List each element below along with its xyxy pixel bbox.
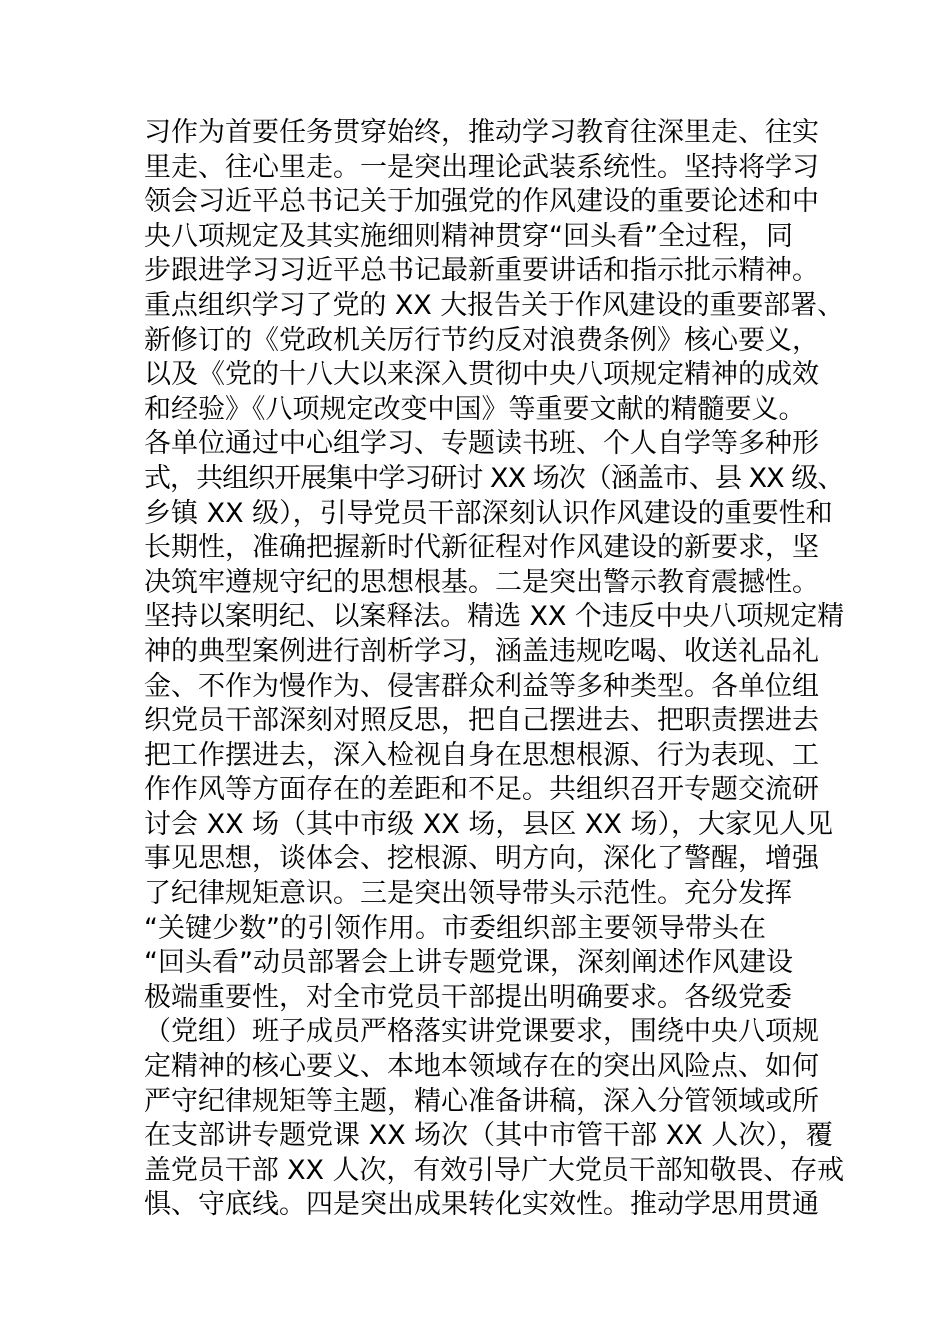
text-line: 决筑牢遵规守纪的思想根基。二是突出警示教育震撼性。 bbox=[144, 566, 819, 598]
text-line: “关键少数”的引领作用。市委组织部主要领导带头在 bbox=[144, 912, 766, 944]
text-line: 重点组织学习了党的 XX 大报告关于作风建设的重要部署、 bbox=[144, 289, 845, 321]
text-line: “回头看”动员部署会上讲专题党课，深刻阐述作风建设 bbox=[144, 947, 793, 979]
text-line: 新修订的《党政机关厉行节约反对浪费条例》核心要义， bbox=[144, 324, 819, 356]
text-line: 长期性，准确把握新时代新征程对作风建设的新要求，坚 bbox=[144, 532, 819, 564]
text-line: 里走、往心里走。一是突出理论武装系统性。坚持将学习 bbox=[144, 151, 819, 183]
text-line: 织党员干部深刻对照反思，把自己摆进去、把职责摆进去 bbox=[144, 705, 819, 737]
text-line: 步跟进学习习近平总书记最新重要讲话和指示批示精神。 bbox=[144, 255, 819, 287]
text-line: 了纪律规矩意识。三是突出领导带头示范性。充分发挥 bbox=[144, 878, 792, 910]
text-line: 乡镇 XX 级），引导党员干部深刻认识作风建设的重要性和 bbox=[144, 497, 833, 529]
text-line: 和经验》《八项规定改变中国》等重要文献的精髓要义。 bbox=[144, 393, 806, 425]
text-line: 金、不作为慢作为、侵害群众利益等多种类型。各单位组 bbox=[144, 670, 819, 702]
text-line: 在支部讲专题党课 XX 场次（其中市管干部 XX 人次），覆 bbox=[144, 1120, 833, 1152]
text-line: 以及《党的十八大以来深入贯彻中央八项规定精神的成效 bbox=[144, 359, 819, 391]
text-line: 极端重要性，对全市党员干部提出明确要求。各级党委 bbox=[144, 981, 792, 1013]
text-line: 把工作摆进去，深入检视自身在思想根源、行为表现、工 bbox=[144, 739, 819, 771]
text-line: 领会习近平总书记关于加强党的作风建设的重要论述和中 bbox=[144, 186, 819, 218]
text-line: 各单位通过中心组学习、专题读书班、个人自学等多种形 bbox=[144, 428, 819, 460]
text-line: 式，共组织开展集中学习研讨 XX 场次（涵盖市、县 XX 级、 bbox=[144, 462, 844, 494]
body-paragraph bbox=[144, 116, 844, 1223]
text-line: 讨会 XX 场（其中市级 XX 场，县区 XX 场），大家见人见 bbox=[144, 808, 833, 840]
text-line: 严守纪律规矩等主题，精心准备讲稿，深入分管领域或所 bbox=[144, 1085, 819, 1117]
text-line: 央八项规定及其实施细则精神贯穿“回头看”全过程，同 bbox=[144, 220, 793, 252]
text-line: 坚持以案明纪、以案释法。精选 XX 个违反中央八项规定精 bbox=[144, 601, 845, 633]
text-line: 惧、守底线。四是突出成果转化实效性。推动学思用贯通 bbox=[144, 1189, 819, 1221]
text-line: 神的典型案例进行剖析学习，涵盖违规吃喝、收送礼品礼 bbox=[144, 635, 819, 667]
text-line: 事见思想，谈体会、挖根源、明方向，深化了警醒，增强 bbox=[144, 843, 819, 875]
text-line: （党组）班子成员严格落实讲党课要求，围绕中央八项规 bbox=[144, 1016, 819, 1048]
text-line: 定精神的核心要义、本地本领域存在的突出风险点、如何 bbox=[144, 1051, 819, 1083]
text-line: 习作为首要任务贯穿始终，推动学习教育往深里走、往实 bbox=[144, 117, 819, 148]
text-line: 盖党员干部 XX 人次，有效引导广大党员干部知敬畏、存戒 bbox=[144, 1154, 845, 1186]
text-line: 作作风等方面存在的差距和不足。共组织召开专题交流研 bbox=[144, 774, 819, 806]
